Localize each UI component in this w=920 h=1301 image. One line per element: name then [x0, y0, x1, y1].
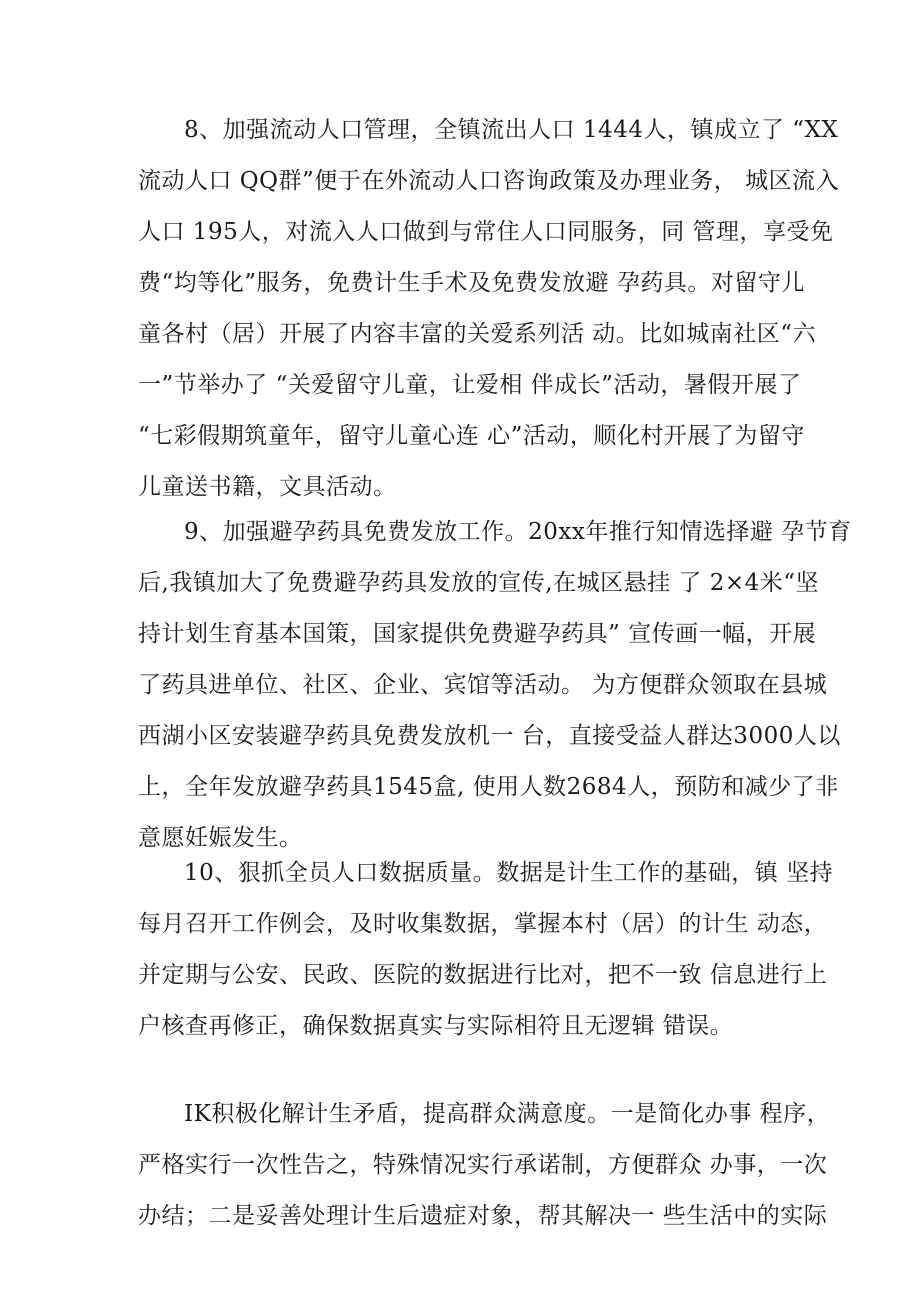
text-line: “七彩假期筑童年，留守儿童心连 心”活动，顺化村开展了为留守 — [138, 423, 805, 449]
text-line: 9、加强避孕药具免费发放工作。20xx年推行知情选择避 孕节育 — [184, 519, 852, 545]
text-line: 意愿妊娠发生。 — [138, 825, 303, 851]
paragraph-data-quality — [138, 848, 834, 1052]
text-line: 一”节举办了 “关爱留守儿童，让爱相 伴成长”活动，暑假开展了 — [138, 372, 802, 398]
paragraph-resolve-conflicts — [138, 1089, 831, 1242]
text-line: 费“均等化”服务，免费计生手术及免费发放避 孕药具。对留守儿 — [138, 270, 805, 296]
text-line: 严格实行一次性告之，特殊情况实行承诺制，方便群众 办事，一次 — [138, 1152, 828, 1178]
text-line: 人口 195人，对流入人口做到与常住人口同服务，同 管理，享受免 — [138, 219, 834, 245]
text-line: 每月召开工作例会，及时收集数据，掌握本村（居）的计生 动态， — [138, 911, 828, 937]
text-line: 儿童送书籍，文具活动。 — [138, 474, 397, 500]
text-line: 了药具进单位、社区、企业、宾馆等活动。 为方便群众领取在县城 — [138, 672, 828, 698]
text-line: 童各村（居）开展了内容丰富的关爱系列活 动。比如城南社区“六 — [138, 321, 817, 347]
text-line: 上，全年发放避孕药具1545盒, 使用人数2684人，预防和减少了非 — [138, 774, 839, 800]
text-line: IK积极化解计生矛盾，提高群众满意度。一是简化办事 程序， — [184, 1101, 831, 1127]
text-line: 后,我镇加大了免费避孕药具发放的宣传,在城区悬挂 了 2×4米“坚 — [138, 570, 820, 596]
text-line: 并定期与公安、民政、医院的数据进行比对，把不一致 信息进行上 — [138, 962, 828, 988]
text-line: 10、狠抓全员人口数据质量。数据是计生工作的基础，镇 坚持 — [184, 860, 834, 886]
text-line: 流动人口 QQ群”便于在外流动人口咨询政策及办理业务， 城区流入 — [138, 168, 840, 194]
text-line: 西湖小区安装避孕药具免费发放机一 台，直接受益人群达3000人以 — [138, 723, 841, 749]
text-line: 持计划生育基本国策，国家提供免费避孕药具” 宣传画一幅，开展 — [138, 621, 817, 647]
paragraph-contraceptive-distribution — [138, 507, 852, 864]
text-line: 户核查再修正，确保数据真实与实际相符且无逻辑 错误。 — [138, 1013, 734, 1039]
text-line: 8、加强流动人口管理，全镇流出人口 1444人，镇成立了 “XX — [184, 117, 839, 143]
text-line: 办结；二是妥善处理计生后遗症对象，帮其解决一 些生活中的实际 — [138, 1203, 828, 1229]
paragraph-floating-population — [138, 105, 840, 513]
